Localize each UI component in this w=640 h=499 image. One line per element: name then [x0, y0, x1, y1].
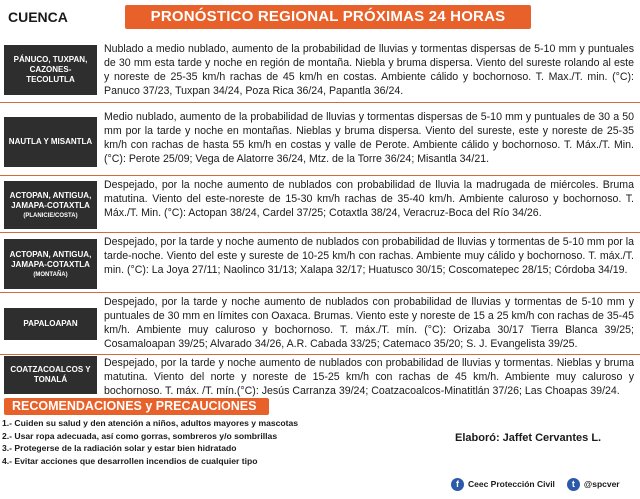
forecast-row — [0, 235, 640, 293]
page-title: PRONÓSTICO REGIONAL PRÓXIMAS 24 HORAS — [125, 5, 531, 29]
region-subtitle: (PLANICIE/COSTA) — [23, 212, 78, 219]
forecast-text: Nublado a medio nublado, aumento de la probabilidad de lluvias y tormentas dispersas de 5-10 mm y puntuales de 30 mm esta tarde y noche en región de montaña. Niebla y bruma dispersa. Viento del sureste rolando al este y noreste de 25-35 km/h rachas de 45 km/h en costas. Ambiente cálido y bochornoso. T. Max./T. min. (°C): Panuco 37/23, Tuxpan 34/24, Poza Rica 36/24, Papantla 36/24. — [104, 43, 634, 97]
list-item: 4.- Evitar acciones que desarrollen incendios de cualquier tipo — [2, 455, 258, 466]
list-item: 1.- Cuiden su salud y den atención a niños, adultos mayores y mascotas — [2, 418, 299, 428]
forecast-row — [0, 39, 640, 103]
region-label — [4, 239, 97, 289]
facebook-handle[interactable]: Ceec Protección Civil — [468, 479, 555, 489]
region-label — [4, 356, 97, 394]
region-name: ACTOPAN, ANTIGUA, JAMAPA-COTAXTLA — [9, 249, 92, 269]
recommendations-list — [2, 417, 422, 467]
twitter-icon[interactable]: t — [567, 478, 580, 491]
region-label — [4, 181, 97, 229]
forecast-text: Medio nublado, aumento de la probabilidad de lluvias y tormentas dispersas de 5-10 mm y puntuales de 30 a 50 mm por la tarde y noche en montañas. Nieblas y bruma dispersa. Viento del sureste, este y noreste de 25-35 km/h con rachas de hasta 55 km/h en costas y valle de Perote. Ambiente cálido y bochornoso. T. Máx./T. Min. (°C): Perote 25/09; Vega de Alatorre 36/24, Mtz. de la Torre 36/24; Misantla 34/21. — [104, 111, 634, 165]
forecast-text: Despejado, por la noche aumento de nublados con probabilidad de lluvia la madrugada de miércoles. Bruma matutina. Viento del este-noreste de 15-30 km/h rachas de 35-40 km/h. Ambiente caluroso y bochornoso. T. Máx./T. Min. (°C): Actopan 38/24, Cardel 37/25; Cotaxtla 38/24, Veracruz-Boca del Río 34/26. — [104, 179, 634, 219]
list-item: 2.- Usar ropa adecuada, así como gorras, sombreros y/o sombrillas — [2, 430, 278, 441]
forecast-row — [0, 178, 640, 233]
forecast-row — [0, 357, 640, 397]
region-name: COATZACOALCOS Y TONALÁ — [10, 365, 91, 384]
forecast-text: Despejado, por la tarde y noche aumento de nublados con probabilidad de lluvias y tormentas. Nieblas y bruma matutina. Viento del norte y noreste de 15-25 km/h con rachas de 45 km/h. Ambiente muy caluroso y bochornoso. T. máx. /T. mín.(°C): Jesús Carranza 39/24; Coatzacoalcos-Minatitlán 37/26; Las Choapas 39/24. — [104, 357, 634, 397]
forecast-text: Despejado, por la tarde y noche aumento de nublados con probabilidad de lluvias y tormentas de 5-10 mm y puntuales de 30 mm en límites con Oaxaca. Brumas. Viento este y noreste de 15 a 25 km/h con rachas de 35-45 km/h. Ambiente muy caluroso y bochornoso. T. máx./T. mín. (°C): Orizaba 30/17 Tierra Blanca 39/25; Cosamaloapan 39/25; Alvarado 34/26, A.R. Cabada 33/25; Catemaco 35/20; S. J. Evangelista 39/25. — [104, 296, 634, 350]
recommendations-title: RECOMENDACIONES y PRECAUCIONES — [4, 398, 269, 415]
region-name: PÁNUCO, TUXPAN, CAZONES-TECOLUTLA — [13, 55, 88, 84]
region-name: NAUTLA Y MISANTLA — [8, 137, 93, 146]
social-links — [451, 474, 637, 494]
forecast-text: Despejado, por la tarde y noche aumento de nublados con probabilidad de lluvias y tormentas de 5-10 mm por la tarde-noche. Viento del este y sureste de 10-25 km/h con rachas. Ambiente muy cálido y bochornoso. T. máx./T. min. (°C): La Joya 27/11; Naolinco 31/13; Xalapa 32/17; Huatusco 30/15; Coscomatepec 28/15; Córdoba 34/19. — [104, 236, 635, 276]
facebook-icon[interactable]: f — [451, 478, 464, 491]
twitter-handle[interactable]: @spcver — [583, 479, 620, 489]
region-label — [4, 308, 97, 340]
region-subtitle: (MONTAÑA) — [33, 271, 68, 278]
region-name: PAPALOAPAN — [23, 319, 78, 328]
region-heading: CUENCA — [8, 9, 68, 25]
forecast-row — [0, 109, 640, 176]
region-label — [4, 45, 97, 95]
region-name: ACTOPAN, ANTIGUA, JAMAPA-COTAXTLA — [9, 190, 92, 210]
region-label — [4, 117, 97, 167]
list-item: 3.- Protegerse de la radiación solar y estar bien hidratado — [2, 443, 237, 453]
author-credit: Elaboró: Jaffet Cervantes L. — [455, 432, 602, 444]
forecast-row — [0, 294, 640, 355]
